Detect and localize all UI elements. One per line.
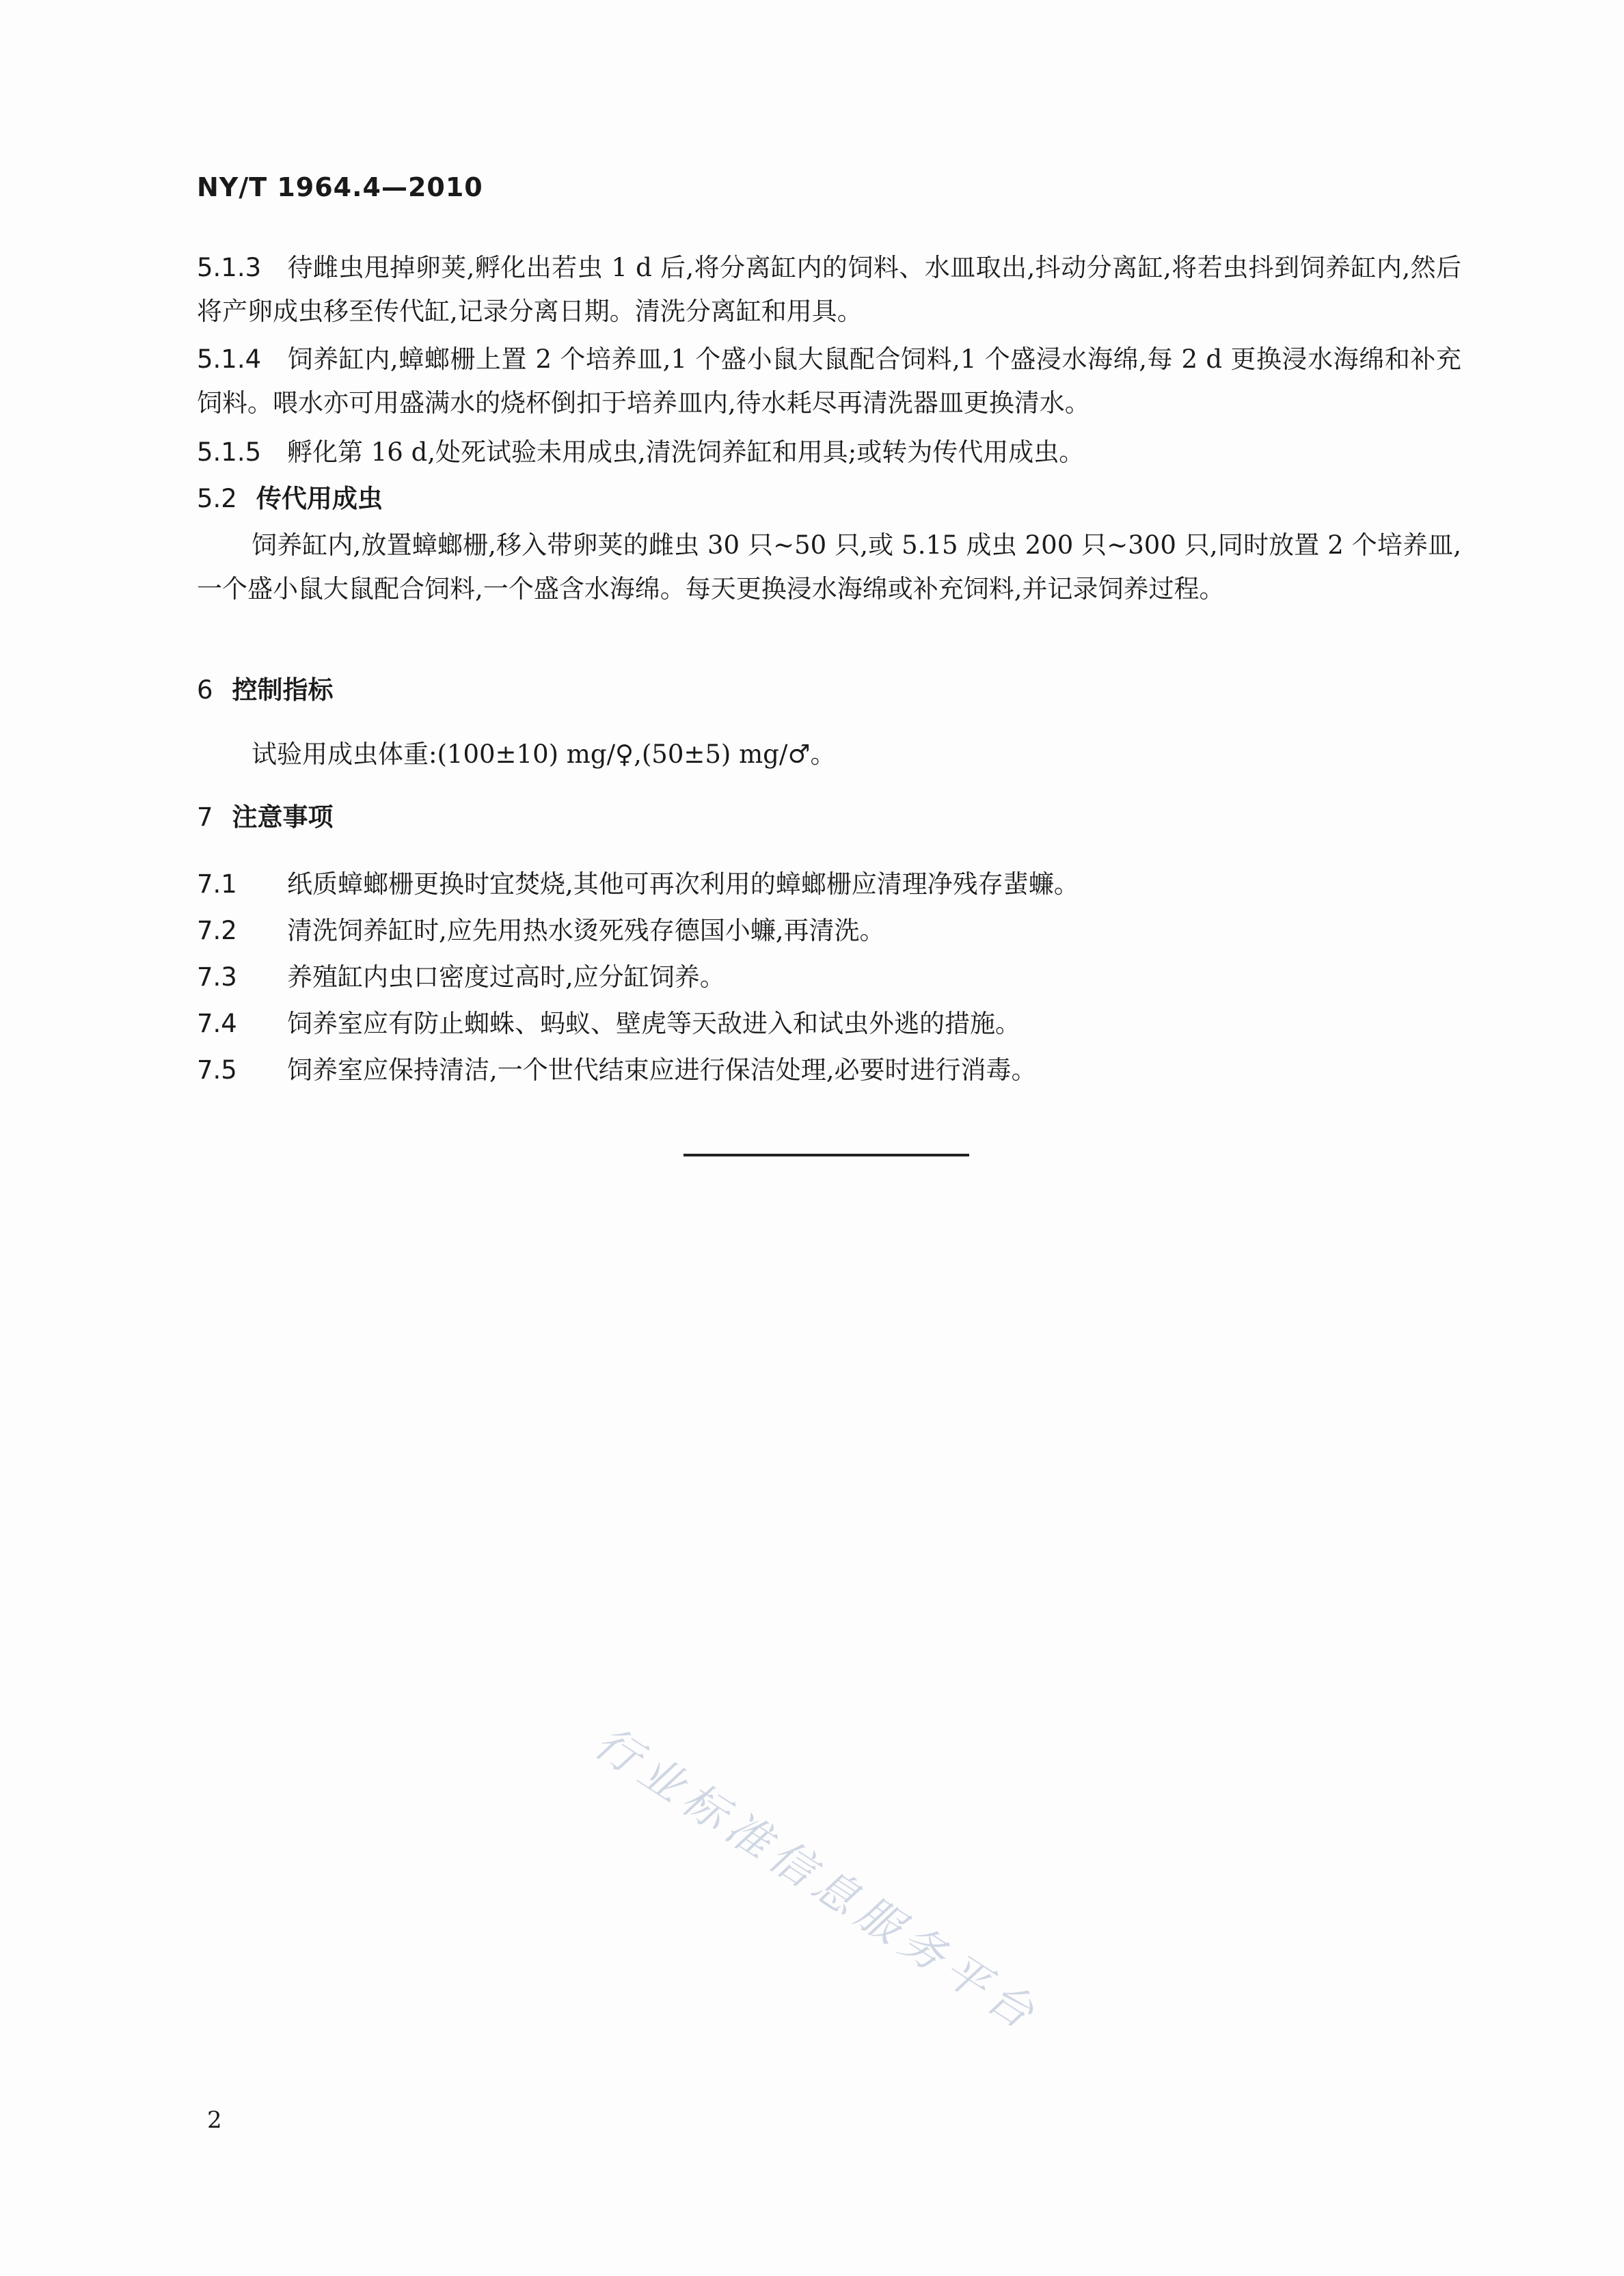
item-7-3 (197, 956, 1461, 999)
clause-5-1-5 (197, 431, 1461, 474)
section-heading-5-2 (197, 477, 383, 521)
section-6-paragraph: 试验用成虫体重:(100±10) mg/♀,(50±5) mg/♂。 (252, 740, 836, 769)
section-title: 控制指标 (232, 675, 334, 705)
item-text: 饲养室应保持清洁,一个世代结束应进行保洁处理,必要时进行消毒。 (287, 1055, 1037, 1085)
item-number: 7.3 (197, 962, 237, 992)
watermark: 行业标准信息服务平台 (585, 1717, 1049, 2043)
item-text: 饲养室应有防止蜘蛛、蚂蚁、壁虎等天敌进入和试虫外逃的措施。 (287, 1009, 1020, 1038)
item-number: 7.4 (197, 1009, 237, 1038)
end-of-document-rule (684, 1154, 969, 1156)
clause-text: 饲养缸内,蟑螂栅上置 2 个培养皿,1 个盛小鼠大鼠配合饲料,1 个盛浸水海绵,每 2 d 更换浸水海绵和补充饲料。喂水亦可用盛满水的烧杯倒扣于培养皿内,待水耗尽再清洗器皿更换清水。 (197, 344, 1461, 418)
item-number: 7.1 (197, 869, 237, 899)
section-number: 7 (197, 802, 213, 832)
item-7-4 (197, 1002, 1461, 1046)
section-5-2-paragraph: 饲养缸内,放置蟑螂栅,移入带卵荚的雌虫 30 只~50 只,或 5.15 成虫 200 只~300 只,同时放置 2 个培养皿,一个盛小鼠大鼠配合饲料,一个盛含水海绵。每天更换浸水海绵或补充饲料,并记录饲养过程。 (197, 530, 1461, 604)
item-number: 7.2 (197, 916, 237, 945)
item-number: 7.5 (197, 1055, 237, 1085)
section-title: 注意事项 (232, 802, 334, 832)
clause-5-1-4 (197, 338, 1461, 425)
item-text: 纸质蟑螂栅更换时宜焚烧,其他可再次利用的蟑螂栅应清理净残存蜚蠊。 (287, 869, 1079, 899)
clause-number: 5.1.5 (197, 437, 262, 467)
item-text: 清洗饲养缸时,应先用热水烫死残存德国小蠊,再清洗。 (287, 916, 885, 945)
section-heading-7 (197, 796, 334, 839)
item-7-1 (197, 863, 1461, 906)
clause-number: 5.1.3 (197, 253, 262, 282)
standard-code: NY/T 1964.4—2010 (197, 172, 483, 202)
item-text: 养殖缸内虫口密度过高时,应分缸饲养。 (287, 962, 725, 992)
section-number: 5.2 (197, 484, 237, 513)
section-title: 传代用成虫 (256, 484, 383, 513)
clause-5-1-3 (197, 246, 1461, 334)
item-7-5 (197, 1048, 1461, 1092)
clause-number: 5.1.4 (197, 344, 262, 374)
section-number: 6 (197, 675, 213, 705)
section-heading-6 (197, 668, 334, 712)
clause-text: 孵化第 16 d,处死试验未用成虫,清洗饲养缸和用具;或转为传代用成虫。 (287, 437, 1085, 467)
clause-text: 待雌虫甩掉卵荚,孵化出若虫 1 d 后,将分离缸内的饲料、水皿取出,抖动分离缸,将若虫抖到饲养缸内,然后将产卵成虫移至传代缸,记录分离日期。清洗分离缸和用具。 (197, 253, 1461, 326)
page-number: 2 (207, 2106, 222, 2134)
item-7-2 (197, 909, 1461, 953)
